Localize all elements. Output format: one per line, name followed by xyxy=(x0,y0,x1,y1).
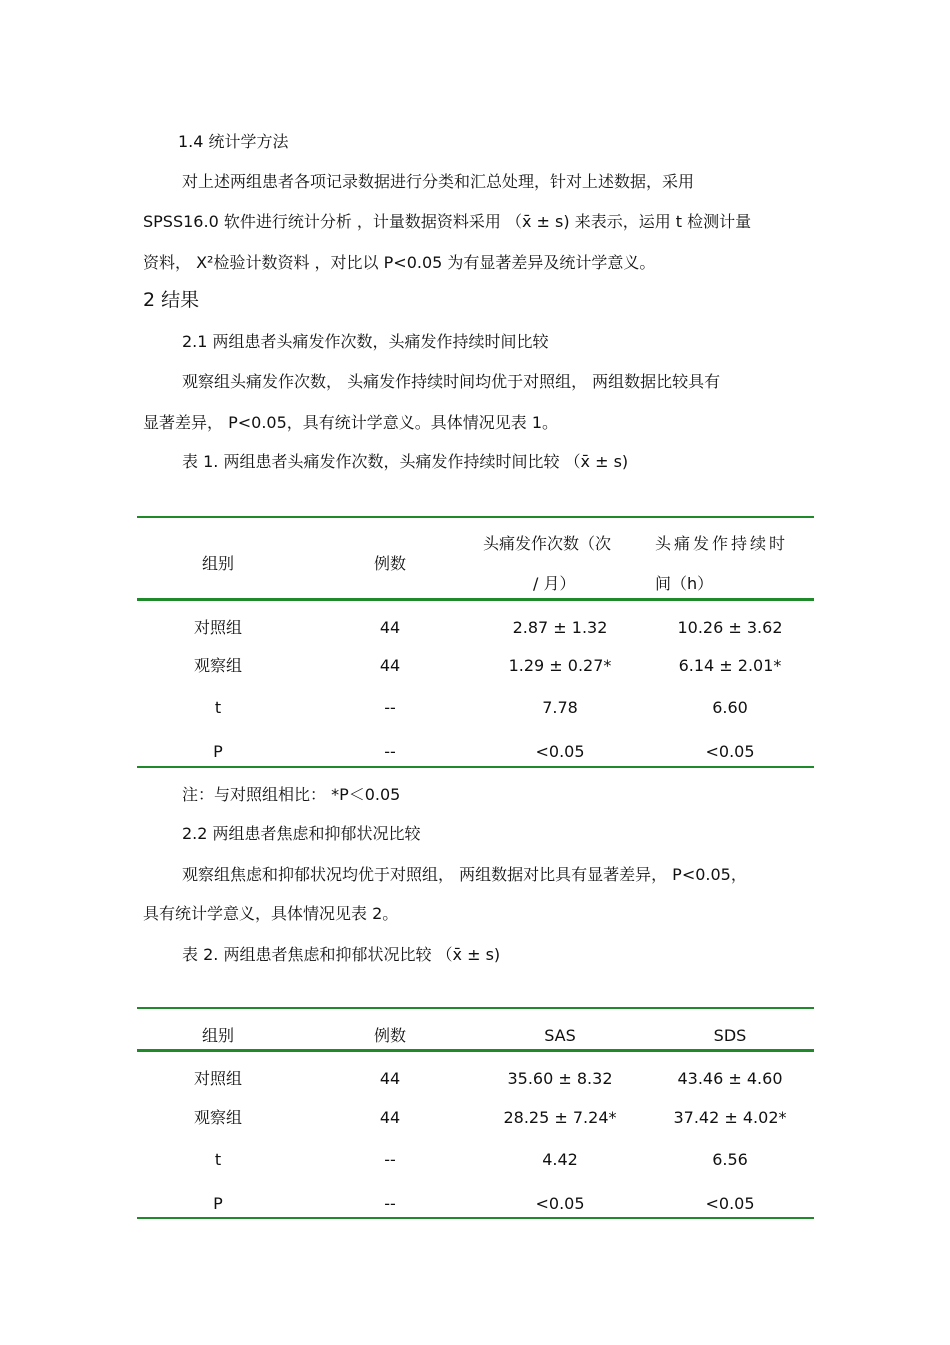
table-cell: 对照组 xyxy=(193,618,242,637)
table2-header-sas: SAS xyxy=(544,1026,576,1045)
table-cell: <0.05 xyxy=(535,1194,585,1213)
table1-bottom-rule xyxy=(137,766,814,768)
table2-bottom-rule xyxy=(137,1217,814,1219)
section-heading-2: 2 结果 xyxy=(143,289,200,311)
paragraph-line: 具有统计学意义，具体情况见表 2。 xyxy=(143,904,399,923)
table1-header-attack-count-line2: / 月） xyxy=(533,574,576,593)
section-heading-1-4: 1.4 统计学方法 xyxy=(178,132,289,151)
table-cell: t xyxy=(214,1150,222,1169)
paragraph-line: 显著差异， P<0.05，具有统计学意义。具体情况见表 1。 xyxy=(143,413,559,432)
table1-header-count: 例数 xyxy=(373,554,406,573)
table-cell: <0.05 xyxy=(705,1194,755,1213)
table-cell: 44 xyxy=(379,618,401,637)
table-cell: P xyxy=(213,742,223,761)
table2-header-rule xyxy=(137,1049,814,1052)
table1-header-rule xyxy=(137,598,814,601)
table-cell: 37.42 ± 4.02* xyxy=(673,1108,787,1127)
table1-header-group: 组别 xyxy=(201,554,234,573)
table-cell: 7.78 xyxy=(542,698,578,717)
table2-header-count: 例数 xyxy=(373,1026,406,1045)
paragraph-line: 观察组焦虑和抑郁状况均优于对照组， 两组数据对比具有显著差异， P<0.05， xyxy=(182,865,747,884)
table-cell: 6.14 ± 2.01* xyxy=(678,656,782,675)
table-cell: 44 xyxy=(379,656,401,675)
table-cell: 4.42 xyxy=(542,1150,578,1169)
table-cell: 10.26 ± 3.62 xyxy=(677,618,783,637)
table1-caption: 表 1. 两组患者头痛发作次数，头痛发作持续时间比较 （x̄ ± s) xyxy=(182,452,629,471)
table-cell: P xyxy=(213,1194,223,1213)
table1-header-duration-line1: 头痛发作持续时 xyxy=(655,534,789,553)
table2-caption: 表 2. 两组患者焦虑和抑郁状况比较 （x̄ ± s) xyxy=(182,945,501,964)
paragraph-line: 对上述两组患者各项记录数据进行分类和汇总处理，针对上述数据，采用 xyxy=(182,172,695,191)
paragraph-line: SPSS16.0 软件进行统计分析 ，计量数据资料采用 （x̄ ± s) 来表示，运用 t 检测计量 xyxy=(143,212,752,231)
table-cell: 2.87 ± 1.32 xyxy=(512,618,608,637)
section-heading-2-1: 2.1 两组患者头痛发作次数，头痛发作持续时间比较 xyxy=(182,332,549,351)
table-cell: 对照组 xyxy=(193,1069,242,1088)
paragraph-line: 资料， X²检验计数资料 ，对比以 P<0.05 为有显著差异及统计学意义。 xyxy=(143,253,656,272)
table-cell: 44 xyxy=(379,1069,401,1088)
table1-header-attack-count-line1: 头痛发作次数（次 xyxy=(483,534,612,553)
table-cell: 1.29 ± 0.27* xyxy=(508,656,612,675)
table2-header-sds: SDS xyxy=(713,1026,747,1045)
table-cell: 6.56 xyxy=(712,1150,748,1169)
table2-top-rule xyxy=(137,1007,814,1009)
paragraph-line: 观察组头痛发作次数， 头痛发作持续时间均优于对照组， 两组数据比较具有 xyxy=(182,372,721,391)
table-cell: t xyxy=(214,698,222,717)
table2-header-group: 组别 xyxy=(201,1026,234,1045)
table-cell: <0.05 xyxy=(705,742,755,761)
table-cell: 观察组 xyxy=(193,656,242,675)
table-cell: 6.60 xyxy=(712,698,748,717)
table-cell: -- xyxy=(384,1150,396,1169)
table-cell: -- xyxy=(384,1194,396,1213)
table-cell: 44 xyxy=(379,1108,401,1127)
table1-header-duration-line2: 间（h） xyxy=(655,574,714,593)
table1-note: 注：与对照组相比： *P＜0.05 xyxy=(182,785,401,804)
table-cell: -- xyxy=(384,742,396,761)
table-cell: 35.60 ± 8.32 xyxy=(507,1069,613,1088)
table-cell: 观察组 xyxy=(193,1108,242,1127)
table-cell: <0.05 xyxy=(535,742,585,761)
table-cell: -- xyxy=(384,698,396,717)
table-cell: 43.46 ± 4.60 xyxy=(677,1069,783,1088)
section-heading-2-2: 2.2 两组患者焦虑和抑郁状况比较 xyxy=(182,824,421,843)
table-cell: 28.25 ± 7.24* xyxy=(503,1108,617,1127)
table1-top-rule xyxy=(137,516,814,518)
